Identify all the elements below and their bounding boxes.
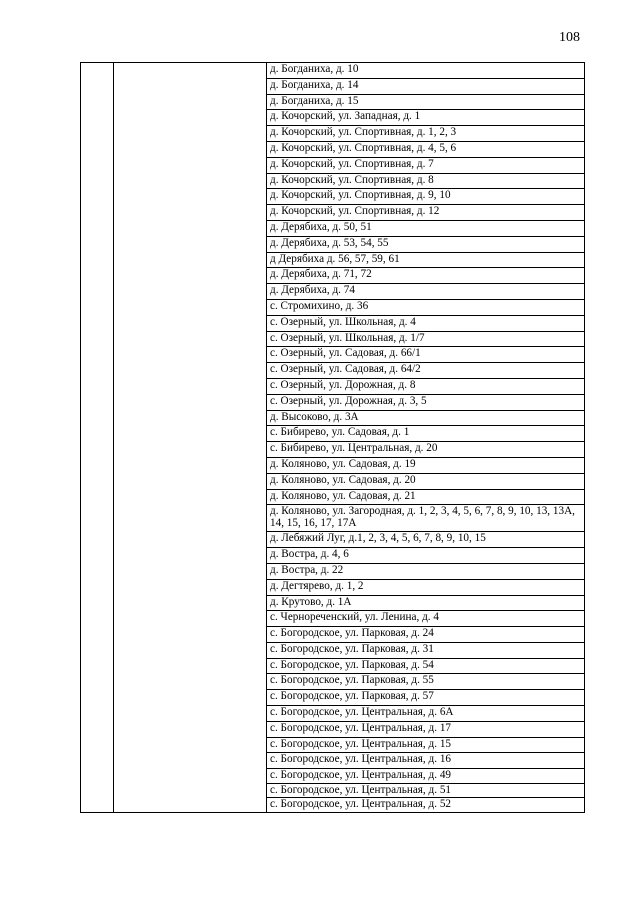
address-cell: д. Богданиха, д. 14 (267, 78, 585, 94)
address-cell: с. Озерный, ул. Садовая, д. 66/1 (267, 347, 585, 363)
address-cell: с. Бибирево, ул. Центральная, д. 20 (267, 442, 585, 458)
address-cell: д. Кочорский, ул. Спортивная, д. 1, 2, 3 (267, 126, 585, 142)
page-number: 108 (559, 30, 580, 45)
address-cell: д. Кочорский, ул. Западная, д. 1 (267, 110, 585, 126)
row-number-cell (81, 63, 114, 813)
address-cell: д. Востра, д. 4, 6 (267, 548, 585, 564)
address-cell: д. Кочорский, ул. Спортивная, д. 4, 5, 6 (267, 141, 585, 157)
address-cell: с. Богородское, ул. Центральная, д. 17 (267, 721, 585, 737)
address-cell: д. Дерябиха, д. 74 (267, 284, 585, 300)
address-cell: с. Богородское, ул. Парковая, д. 57 (267, 690, 585, 706)
address-cell: д. Богданиха, д. 15 (267, 94, 585, 110)
address-table-body (81, 63, 585, 813)
address-cell: с. Богородское, ул. Центральная, д. 16 (267, 753, 585, 769)
table-row (81, 63, 585, 79)
address-cell: с. Богородское, ул. Центральная, д. 51 (267, 783, 585, 798)
address-cell: с. Озерный, ул. Школьная, д. 1/7 (267, 331, 585, 347)
address-cell: д. Кочорский, ул. Спортивная, д. 8 (267, 173, 585, 189)
address-cell: с. Богородское, ул. Центральная, д. 6А (267, 706, 585, 722)
address-table (80, 62, 585, 813)
organization-cell (114, 63, 267, 813)
address-cell: д. Востра, д. 22 (267, 563, 585, 579)
address-cell: с. Озерный, ул. Школьная, д. 4 (267, 315, 585, 331)
address-cell: с. Богородское, ул. Центральная, д. 15 (267, 737, 585, 753)
address-cell: д. Высоково, д. 3А (267, 410, 585, 426)
address-cell: д. Крутово, д. 1А (267, 595, 585, 611)
address-cell: с. Богородское, ул. Центральная, д. 49 (267, 769, 585, 784)
address-cell: с. Стромихино, д. 36 (267, 299, 585, 315)
address-cell: с. Озерный, ул. Дорожная, д. 8 (267, 378, 585, 394)
address-cell: д. Коляново, ул. Садовая, д. 20 (267, 473, 585, 489)
address-cell: д. Коляново, ул. Садовая, д. 19 (267, 457, 585, 473)
address-cell: д. Коляново, ул. Садовая, д. 21 (267, 489, 585, 505)
address-cell: с. Богородское, ул. Парковая, д. 24 (267, 627, 585, 643)
address-cell: д. Дерябиха, д. 53, 54, 55 (267, 236, 585, 252)
address-cell: с. Богородское, ул. Центральная, д. 52 (267, 798, 585, 813)
address-cell: д. Дерябиха, д. 50, 51 (267, 220, 585, 236)
address-cell: д. Кочорский, ул. Спортивная, д. 7 (267, 157, 585, 173)
address-cell: с. Бибирево, ул. Садовая, д. 1 (267, 426, 585, 442)
address-cell: д. Дерябиха, д. 71, 72 (267, 268, 585, 284)
address-cell: с. Богородское, ул. Парковая, д. 54 (267, 658, 585, 674)
address-cell: д. Коляново, ул. Загородная, д. 1, 2, 3, 4, 5, 6, 7, 8, 9, 10, 13, 13А, 14, 15, 16, 17, 17А (267, 505, 585, 532)
address-cell: д. Богданиха, д. 10 (267, 63, 585, 79)
address-cell: д. Дегтярево, д. 1, 2 (267, 579, 585, 595)
address-cell: с. Чернореченский, ул. Ленина, д. 4 (267, 611, 585, 627)
address-cell: с. Озерный, ул. Садовая, д. 64/2 (267, 363, 585, 379)
address-cell: д. Кочорский, ул. Спортивная, д. 12 (267, 205, 585, 221)
address-cell: д. Лебяжий Луг, д.1, 2, 3, 4, 5, 6, 7, 8, 9, 10, 15 (267, 532, 585, 548)
address-cell: д. Кочорский, ул. Спортивная, д. 9, 10 (267, 189, 585, 205)
address-cell: с. Озерный, ул. Дорожная, д. 3, 5 (267, 394, 585, 410)
address-cell: д Дерябиха д. 56, 57, 59, 61 (267, 252, 585, 268)
address-cell: с. Богородское, ул. Парковая, д. 31 (267, 642, 585, 658)
address-cell: с. Богородское, ул. Парковая, д. 55 (267, 674, 585, 690)
